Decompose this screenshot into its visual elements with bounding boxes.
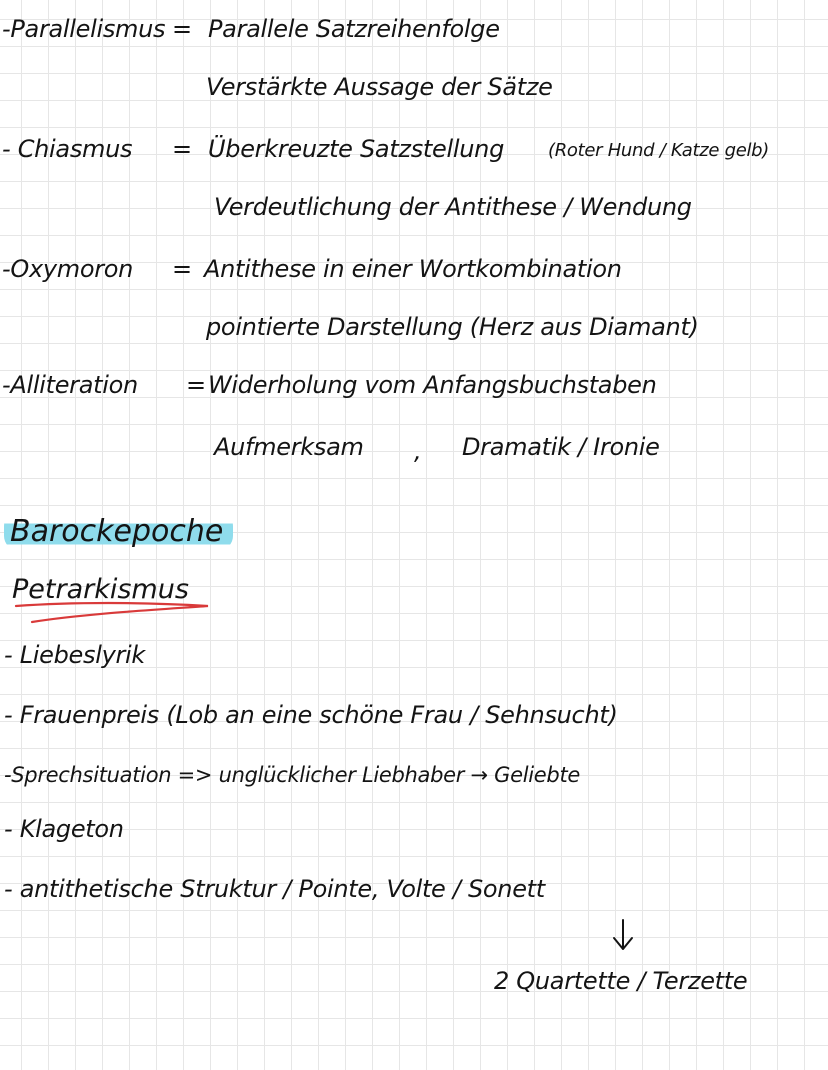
definition-oxymoron: Antithese in einer Wortkombination <box>204 255 622 283</box>
section-heading: Barockepoche <box>4 512 233 550</box>
list-item: - Liebeslyrik <box>4 641 146 669</box>
equals-sign: = <box>186 371 206 399</box>
note-oxymoron: pointierte Darstellung (Herz aus Diamant) <box>206 313 699 341</box>
list-item: - Frauenpreis (Lob an eine schöne Frau / Sehnsucht) <box>4 701 618 729</box>
list-item: - antithetische Struktur / Pointe, Volte / Sonett <box>4 875 545 903</box>
example-chiasmus: (Roter Hund / Katze gelb) <box>548 140 770 161</box>
note-separator: , <box>414 437 422 465</box>
note-chiasmus: Verdeutlichung der Antithese / Wendung <box>214 193 692 221</box>
down-arrow-icon <box>610 918 636 952</box>
term-oxymoron: -Oxymoron <box>2 255 134 283</box>
list-item: - Klageton <box>4 815 124 843</box>
equals-sign: = <box>172 15 192 43</box>
definition-alliteration: Widerholung vom Anfangsbuchstaben <box>208 371 657 399</box>
section-subheading: Petrarkismus <box>12 574 189 605</box>
term-alliteration: -Alliteration <box>2 371 138 399</box>
term-chiasmus: - Chiasmus <box>2 135 133 163</box>
equals-sign: = <box>172 255 192 283</box>
list-item: -Sprechsituation => unglücklicher Liebhaber → Geliebte <box>4 763 581 787</box>
term-parallelismus: -Parallelismus <box>2 15 166 43</box>
note-parallelismus: Verstärkte Aussage der Sätze <box>206 73 553 101</box>
note-alliteration-b: Dramatik / Ironie <box>462 433 660 461</box>
definition-chiasmus: Überkreuzte Satzstellung <box>208 135 504 163</box>
equals-sign: = <box>172 135 192 163</box>
definition-parallelismus: Parallele Satzreihenfolge <box>208 15 500 43</box>
subheading-underline <box>12 600 212 630</box>
final-note: 2 Quartette / Terzette <box>494 967 748 995</box>
note-alliteration-a: Aufmerksam <box>214 433 364 461</box>
